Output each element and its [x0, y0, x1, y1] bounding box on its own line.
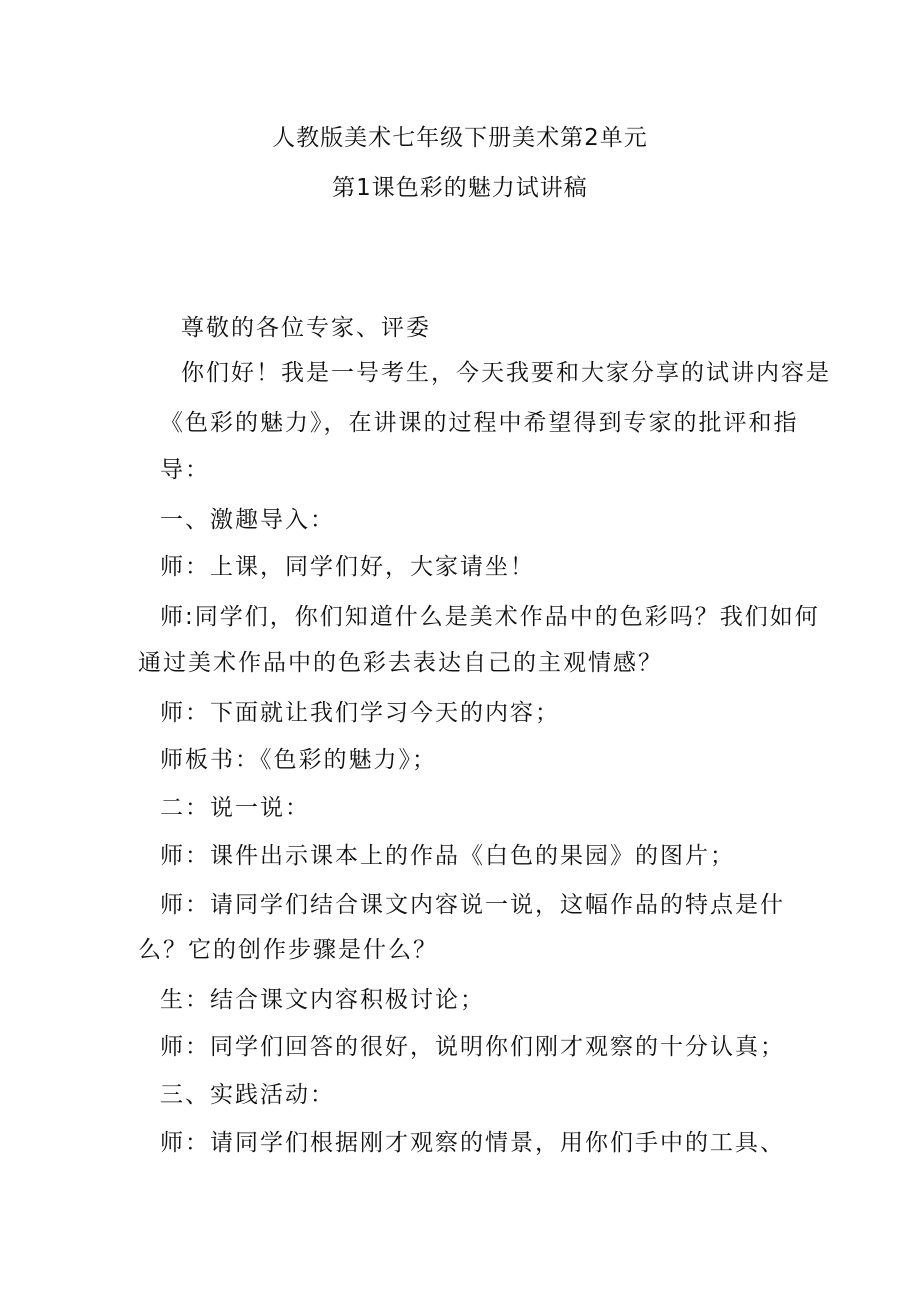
paragraph-line: 师板书：《色彩的魅力》； [160, 747, 437, 773]
section-heading: 一、激趣导入： [160, 507, 335, 533]
document-title-line-2: 第1课色彩的魅力试讲稿 [332, 175, 588, 201]
paragraph-line: 师：下面就让我们学习今天的内容； [160, 700, 560, 726]
paragraph-line: 你们好！我是一号考生，今天我要和大家分享的试讲内容是 [181, 360, 831, 386]
paragraph-line: 导： [160, 457, 210, 483]
document-title-line-1: 人教版美术七年级下册美术第2单元 [272, 125, 648, 151]
paragraph-line: 师：课件出示课本上的作品《白色的果园》的图片； [160, 843, 735, 869]
section-heading: 三、实践活动： [160, 1082, 335, 1108]
salutation: 尊敬的各位专家、评委 [181, 315, 431, 341]
paragraph-line: 通过美术作品中的色彩去表达自己的主观情感？ [138, 650, 663, 676]
paragraph-line: 生：结合课文内容积极讨论； [160, 987, 485, 1013]
section-heading: 二：说一说： [160, 795, 310, 821]
paragraph-line: 师：请同学们根据刚才观察的情景，用你们手中的工具、 [160, 1130, 785, 1156]
paragraph-line: 师：请同学们结合课文内容说一说，这幅作品的特点是什 [160, 892, 785, 918]
paragraph-line: 师:同学们，你们知道什么是美术作品中的色彩吗？我们如何 [160, 604, 820, 630]
paragraph-line: 么？它的创作步骤是什么？ [138, 937, 438, 963]
paragraph-line: 师：同学们回答的很好，说明你们刚才观察的十分认真； [160, 1034, 785, 1060]
paragraph-line: 师：上课，同学们好，大家请坐！ [160, 554, 535, 580]
paragraph-line: 《色彩的魅力》，在讲课的过程中希望得到专家的批评和指 [160, 410, 799, 436]
